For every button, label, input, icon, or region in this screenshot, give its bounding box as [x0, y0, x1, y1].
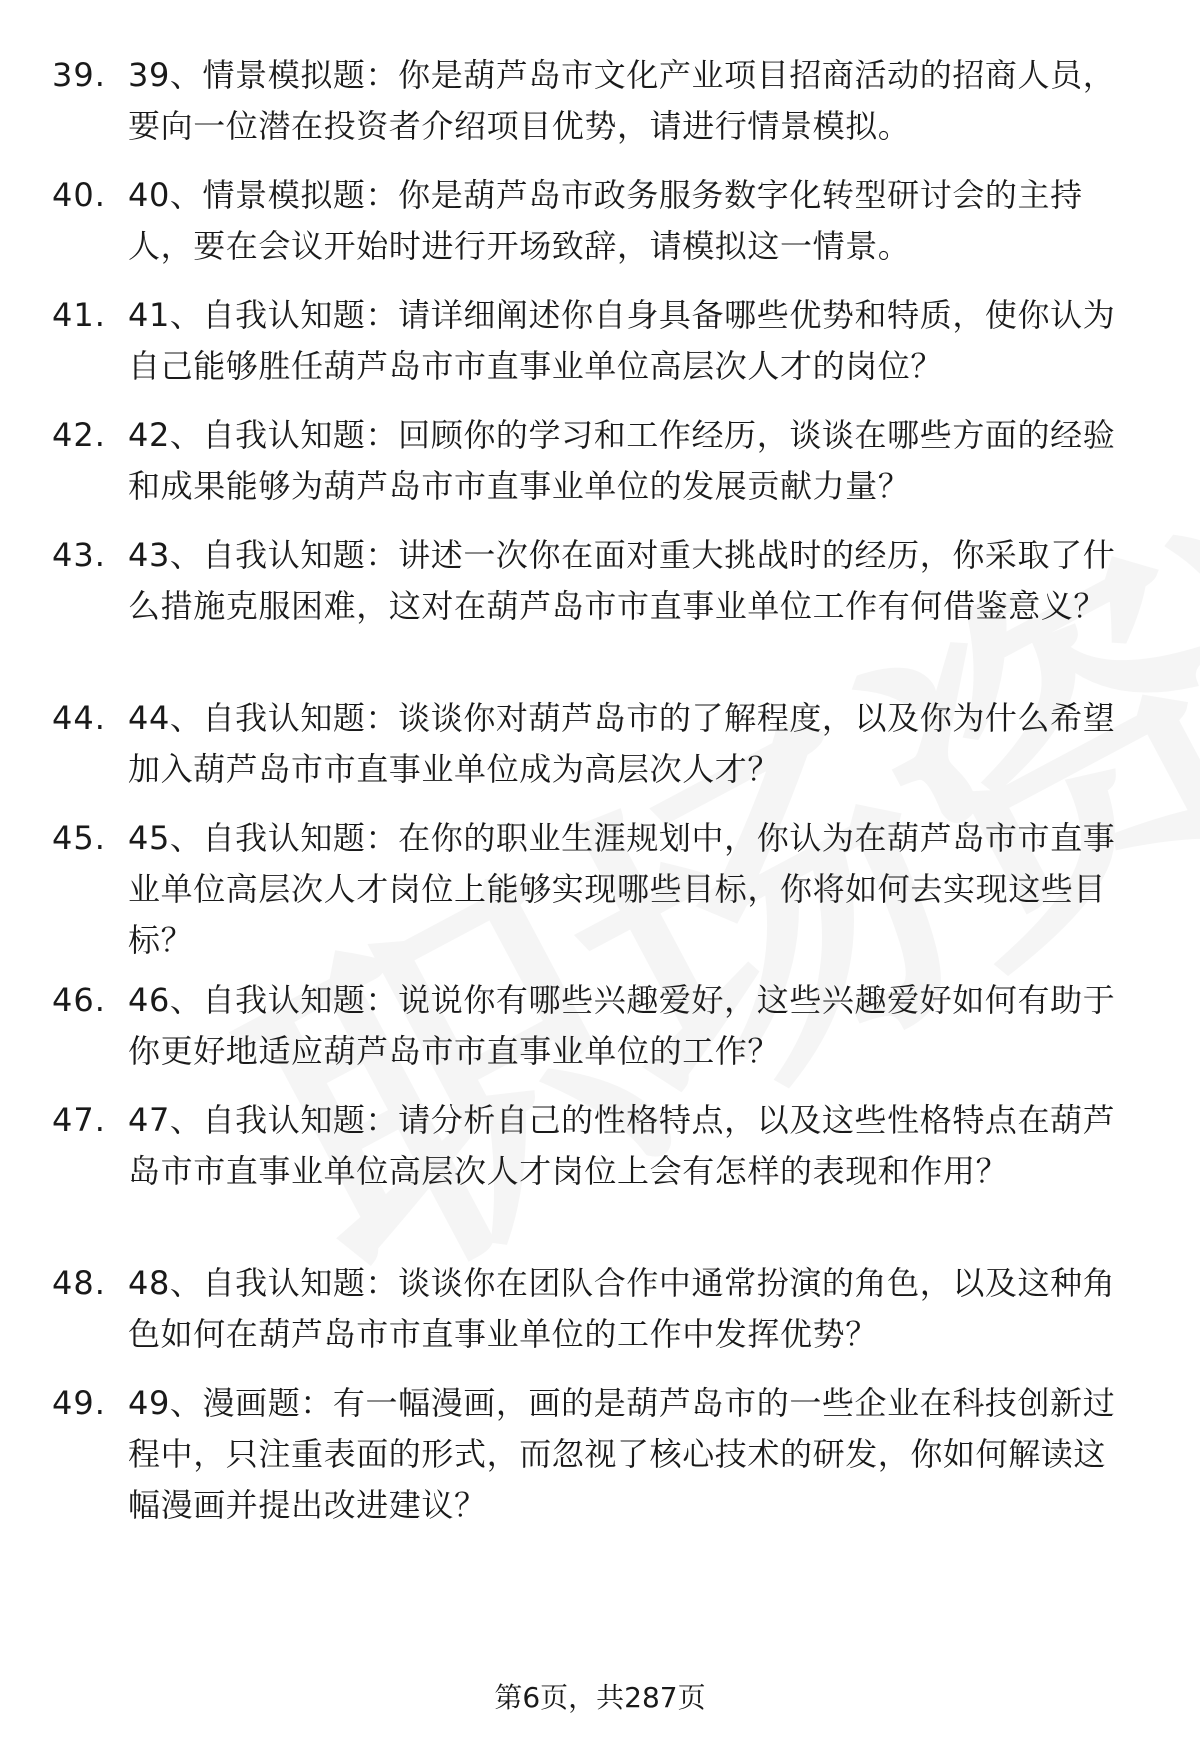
- question-text: 39、情景模拟题：你是葫芦岛市文化产业项目招商活动的招商人员，要向一位潜在投资者介绍项目优势，请进行情景模拟。: [128, 56, 1116, 145]
- question-number: 45.: [52, 819, 106, 857]
- question-number: 40.: [52, 176, 106, 214]
- question-text: 40、情景模拟题：你是葫芦岛市政务服务数字化转型研讨会的主持人，要在会议开始时进行开场致辞，请模拟这一情景。: [128, 176, 1083, 265]
- question-text: 49、漫画题：有一幅漫画，画的是葫芦岛市的一些企业在科技创新过程中，只注重表面的形式，而忽视了核心技术的研发，你如何解读这幅漫画并提出改进建议？: [128, 1384, 1116, 1524]
- question-text: 43、自我认知题：讲述一次你在面对重大挑战时的经历，你采取了什么措施克服困难，这对在葫芦岛市市直事业单位工作有何借鉴意义？: [128, 536, 1116, 625]
- question-text: 47、自我认知题：请分析自己的性格特点，以及这些性格特点在葫芦岛市市直事业单位高层次人才岗位上会有怎样的表现和作用？: [128, 1101, 1116, 1190]
- question-text: 45、自我认知题：在你的职业生涯规划中，你认为在葫芦岛市市直事业单位高层次人才岗位上能够实现哪些目标，你将如何去实现这些目标？: [128, 819, 1116, 959]
- question-text: 44、自我认知题：谈谈你对葫芦岛市的了解程度，以及你为什么希望加入葫芦岛市市直事业单位成为高层次人才？: [128, 699, 1116, 788]
- question-number: 48.: [52, 1264, 106, 1302]
- question-number: 47.: [52, 1101, 106, 1139]
- question-number: 41.: [52, 296, 106, 334]
- page-footer: 第6页，共287页: [494, 1681, 706, 1714]
- question-number: 42.: [52, 416, 106, 454]
- question-number: 44.: [52, 699, 106, 737]
- question-text: 46、自我认知题：说说你有哪些兴趣爱好，这些兴趣爱好如何有助于你更好地适应葫芦岛市市直事业单位的工作？: [128, 981, 1116, 1070]
- question-number: 43.: [52, 536, 106, 574]
- question-text: 48、自我认知题：谈谈你在团队合作中通常扮演的角色，以及这种角色如何在葫芦岛市市直事业单位的工作中发挥优势？: [128, 1264, 1116, 1353]
- question-number: 46.: [52, 981, 106, 1019]
- question-text: 41、自我认知题：请详细阐述你自身具备哪些优势和特质，使你认为自己能够胜任葫芦岛市市直事业单位高层次人才的岗位？: [128, 296, 1116, 385]
- question-number: 49.: [52, 1384, 106, 1422]
- question-number: 39.: [52, 56, 106, 94]
- question-text: 42、自我认知题：回顾你的学习和工作经历，谈谈在哪些方面的经验和成果能够为葫芦岛市市直事业单位的发展贡献力量？: [128, 416, 1116, 505]
